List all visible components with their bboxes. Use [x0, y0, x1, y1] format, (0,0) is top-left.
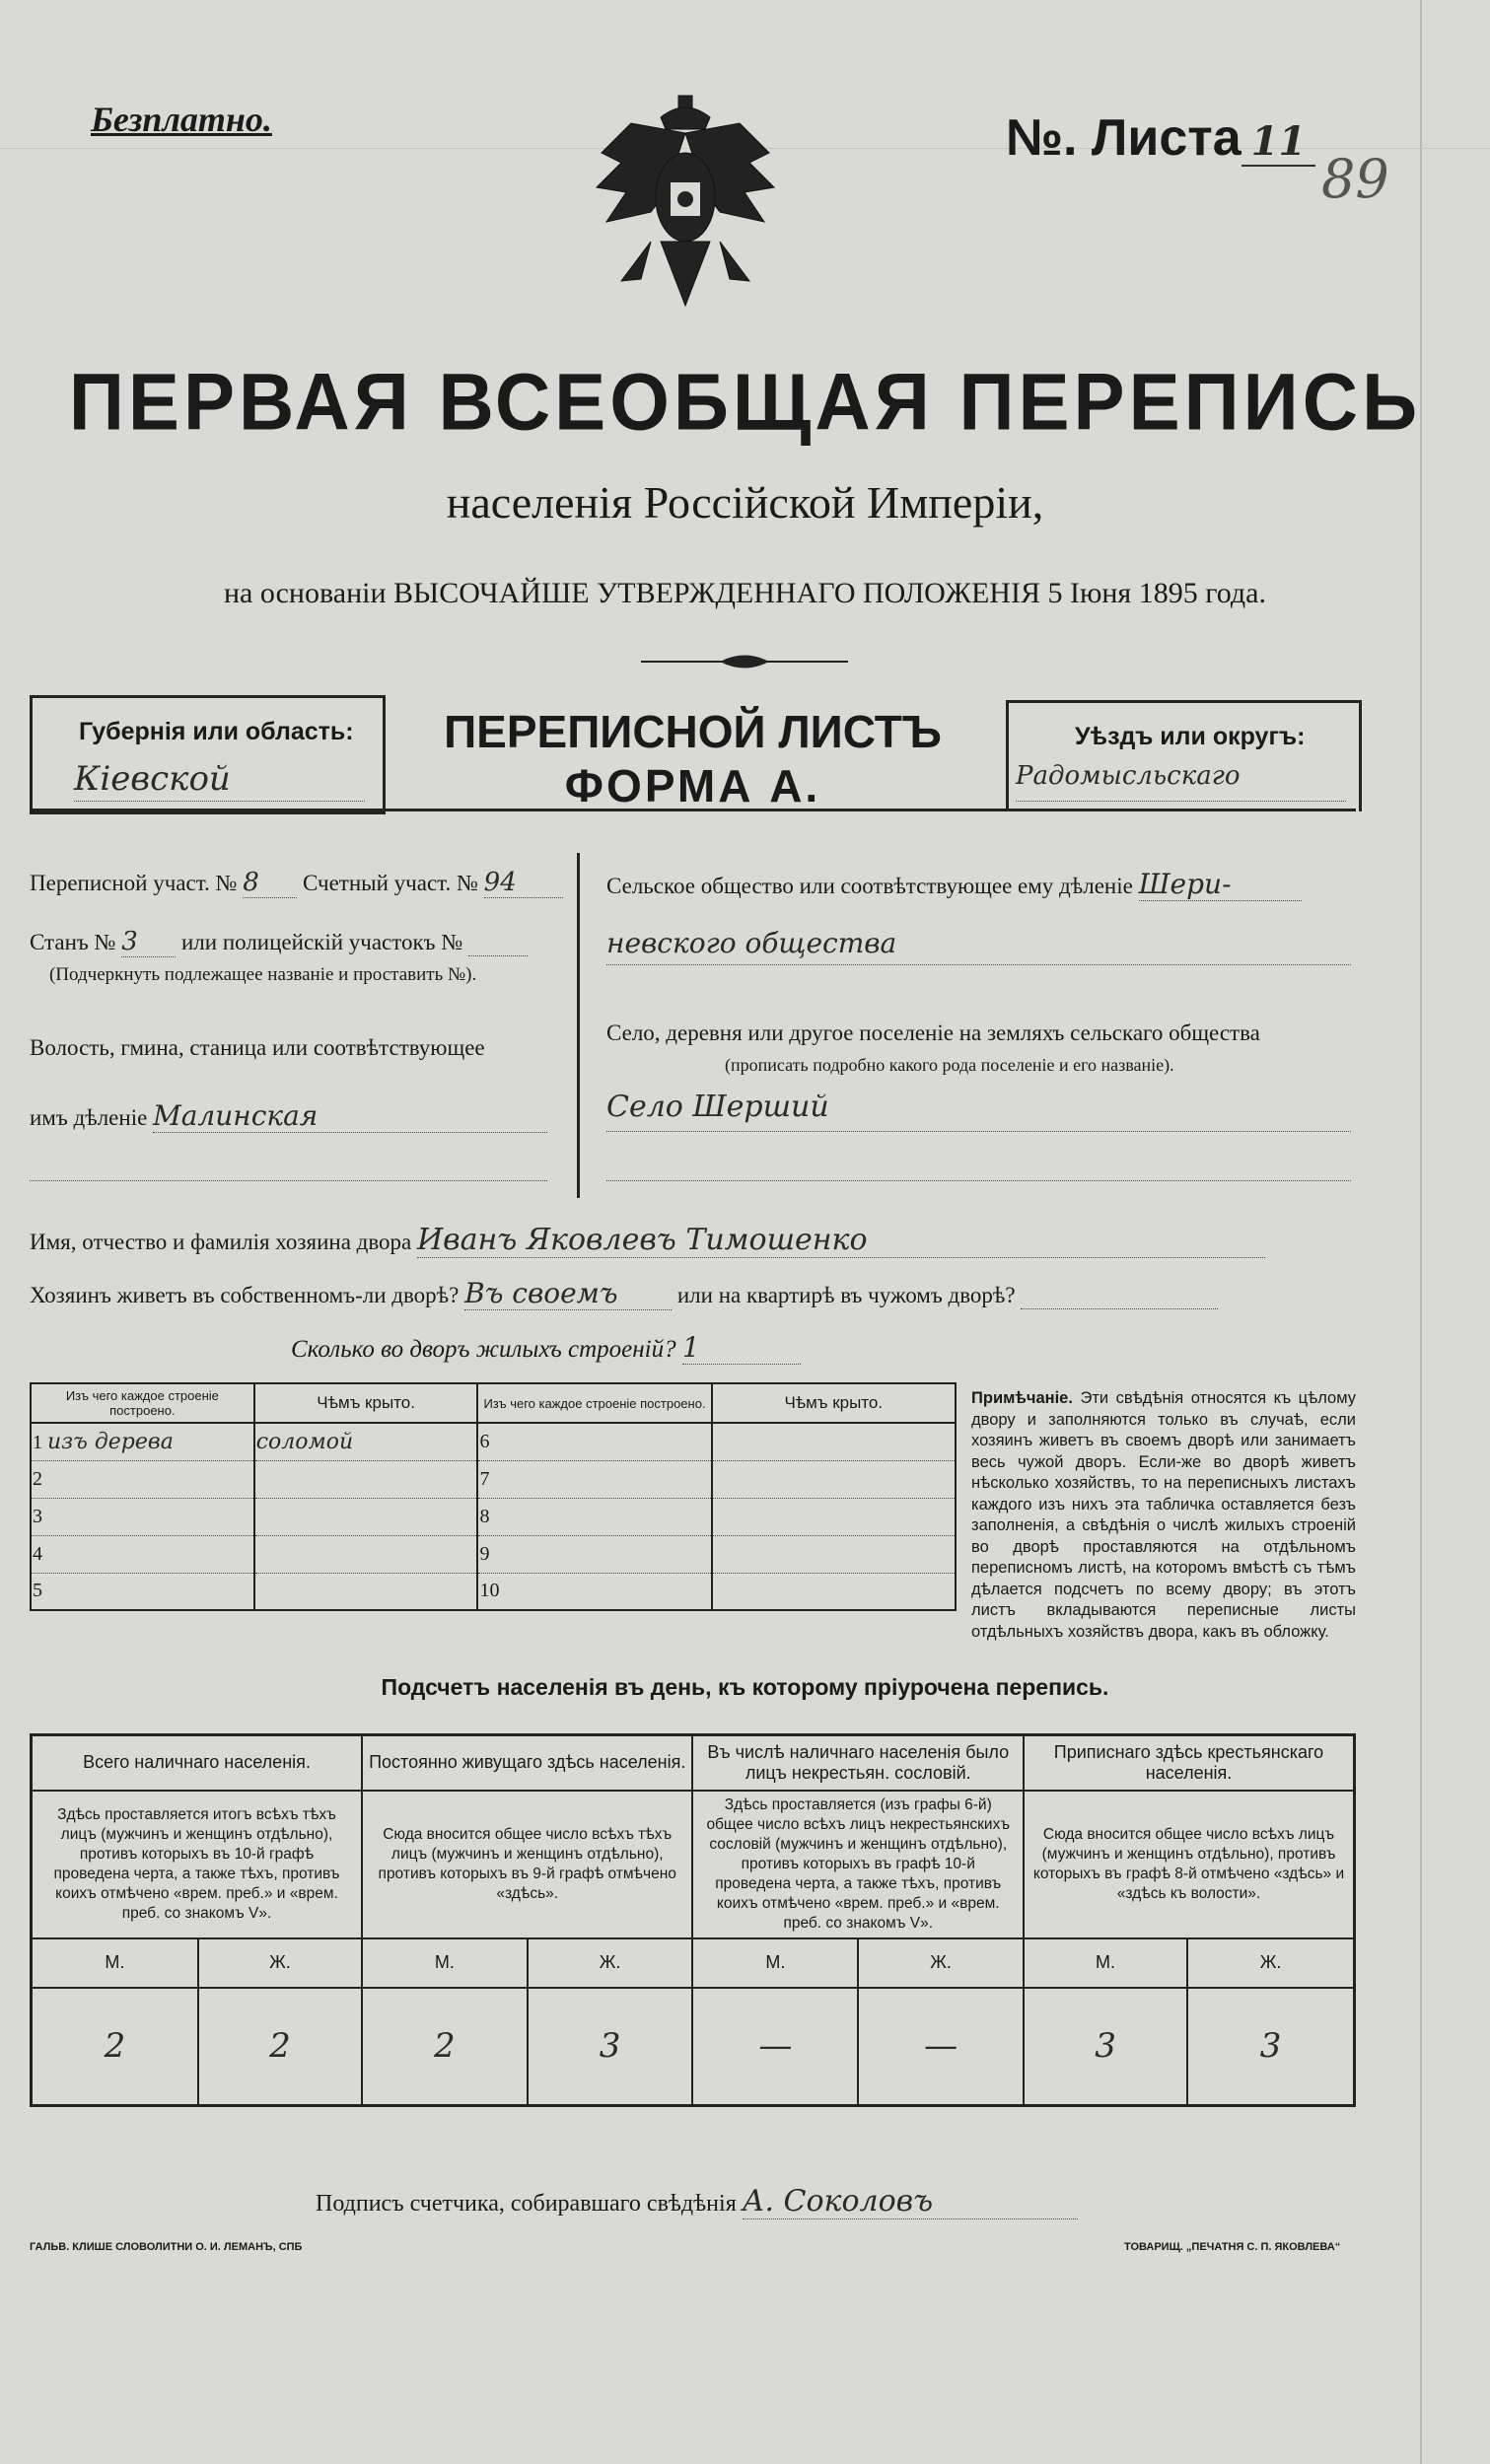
underline-note: (Подчеркнуть подлежащее названіе и проставить №).	[49, 964, 477, 985]
village-extra-line	[606, 1178, 1351, 1181]
volost-extra-line	[30, 1178, 547, 1181]
volost-label-cont: имъ дѣленіе	[30, 1105, 148, 1130]
nonpeasant-male-value: —	[692, 1988, 858, 2106]
document-title: ПЕРВАЯ ВСЕОБЩАЯ ПЕРЕПИСЬ	[68, 355, 1422, 448]
buildings-table	[30, 1382, 957, 1611]
buildings-row	[291, 1331, 801, 1365]
male-header: М.	[1024, 1938, 1187, 1988]
volost-value: Малинская	[153, 1099, 547, 1133]
footer-left: ГАЛЬВ. КЛИШЕ СЛОВОЛИТНИ О. И. ЛЕМАНЪ, СПБ	[30, 2241, 303, 2253]
population-values-row	[32, 1988, 1355, 2106]
table-row	[31, 1460, 956, 1498]
police-district-label: или полицейскій участокъ №	[180, 930, 463, 954]
residence-label: Хозяинъ живетъ въ собственномъ-ли дворѣ?	[30, 1283, 460, 1307]
total-female-value: 2	[198, 1988, 362, 2106]
signature-row	[316, 2184, 1078, 2219]
footer-right: ТОВАРИЩ. „ПЕЧАТНЯ С. П. ЯКОВЛЕВА“	[1124, 2241, 1341, 2253]
male-header: М.	[692, 1938, 858, 1988]
col-roof-header: Чѣмъ крыто.	[254, 1383, 478, 1423]
table-row	[31, 1535, 956, 1573]
owner-row	[30, 1223, 1265, 1258]
gubernia-value: Кіевской	[74, 759, 365, 802]
table-row	[31, 1573, 956, 1610]
registered-female-value: 3	[1187, 1988, 1354, 2106]
form-type: ФОРМА А.	[564, 760, 821, 811]
stan-value: 3	[121, 927, 176, 957]
census-district-label: Переписной участ. №	[30, 871, 238, 895]
signature-label: Подписъ счетчика, собиравшаго свѣдѣнія	[316, 2191, 737, 2217]
stan-row	[30, 927, 528, 957]
fields-divider	[577, 853, 580, 1198]
sheet-number-label	[1006, 108, 1315, 168]
village-note: (прописать подробно какого рода поселеніе и его названіе).	[725, 1055, 1174, 1075]
building-roof: соломой	[255, 1429, 354, 1454]
col-permanent-desc: Сюда вносится общее число всѣхъ тѣхъ лицъ (мужчинъ и женщинъ отдѣльно), противъ которыхъ въ 9-й графѣ отмѣчено «здѣсь».	[362, 1791, 693, 1938]
residence-value: Въ своемъ	[464, 1277, 672, 1310]
row-number: 8	[479, 1505, 490, 1527]
registered-male-value: 3	[1024, 1988, 1187, 2106]
row-number: 5	[33, 1580, 42, 1602]
imperial-eagle-emblem	[592, 94, 779, 316]
row-number: 3	[33, 1505, 42, 1527]
permanent-female-value: 3	[528, 1988, 693, 2106]
col-permanent-header: Постоянно живущаго здѣсь населенія.	[362, 1735, 693, 1791]
table-row	[31, 1423, 956, 1460]
permanent-male-value: 2	[362, 1988, 528, 2106]
village-value: Село Шерший	[606, 1090, 1351, 1132]
col-material-header: Изъ чего каждое строеніе построено.	[31, 1383, 254, 1423]
society-value-1: Шери-	[1139, 868, 1302, 901]
col-registered-desc: Сюда вносится общее число всѣхъ лицъ (мужчинъ и женщинъ отдѣльно), противъ которыхъ въ графѣ 8-й отмѣчено «здѣсь» и «здѣсь къ волости».	[1024, 1791, 1355, 1938]
row-number: 4	[33, 1542, 42, 1565]
nonpeasant-female-value: —	[858, 1988, 1024, 2106]
sheet-number-value: 11	[1242, 118, 1316, 167]
note-block	[971, 1388, 1356, 1643]
population-title: Подсчетъ населенія въ день, къ которому пріурочена перепись.	[381, 1674, 1109, 1700]
sheet-number-text: №. Листа	[1006, 109, 1242, 167]
legal-basis: на основаніи ВЫСОЧАЙШЕ УТВЕРЖДЕННАГО ПОЛОЖЕНІЯ 5 Іюня 1895 года.	[224, 577, 1266, 609]
society-label: Сельское общество или соотвѣтствующее ему дѣленіе	[606, 874, 1133, 898]
total-male-value: 2	[32, 1988, 198, 2106]
female-header: Ж.	[198, 1938, 362, 1988]
note-text: Эти свѣдѣнія относятся къ цѣлому двору и заполняются только въ случаѣ, если хозяинъ живетъ въ своемъ дворѣ или занимаетъ весь чужой дворъ. Если-же во дворѣ живетъ нѣсколько хозяйствъ, то на переписныхъ листахъ каждого изъ нихъ эта табличка оставляется безъ заполненія, а свѣдѣнія о числѣ жилыхъ строеній во дворѣ проставляются на отдѣльномъ переписномъ листѣ, на которомъ вмѣстѣ съ тѣмъ дѣлается подсчетъ по всему двору; въ этотъ листъ вкладываются переписные листы отдѣльныхъ хозяйствъ двора, какъ въ обложку.	[971, 1389, 1356, 1641]
uezd-label: Уѣздъ или округъ:	[1075, 723, 1306, 750]
col-total-desc: Здѣсь проставляется итогъ всѣхъ тѣхъ лицъ (мужчинъ и женщинъ отдѣльно), противъ которыхъ въ 10-й графѣ проведена черта, а также тѣхъ, противъ коихъ отмѣчено «врем. преб.» и «врем. преб. со знакомъ V».	[32, 1791, 362, 1938]
owner-name-value: Иванъ Яковлевъ Тимошенко	[417, 1223, 1265, 1258]
building-material: изъ дерева	[47, 1429, 174, 1454]
gubernia-label: Губернія или область:	[79, 718, 354, 745]
row-number: 10	[479, 1580, 500, 1602]
col-material-header-2: Изъ чего каждое строеніе построено.	[477, 1383, 711, 1423]
signature-value: А. Соколовъ	[743, 2184, 1078, 2219]
population-table	[30, 1733, 1356, 2107]
male-header: М.	[362, 1938, 528, 1988]
table-row	[31, 1498, 956, 1535]
village-label: Село, деревня или другое поселеніе на земляхъ сельскаго общества	[606, 1021, 1260, 1045]
society-value-2: невского общества	[606, 927, 1351, 965]
row-number: 1	[33, 1431, 42, 1453]
female-header: Ж.	[528, 1938, 693, 1988]
stan-label: Станъ №	[30, 930, 116, 954]
note-label: Примѣчаніе.	[971, 1389, 1073, 1407]
document-subtitle: населенія Россійской Имперіи,	[446, 477, 1044, 528]
col-nonpeasant-desc: Здѣсь проставляется (изъ графы 6-й) общее число всѣхъ лицъ некрестьянскихъ сословій (мужчинъ и женщинъ отдѣльно), противъ которыхъ въ графѣ 10-й проведена черта, а также тѣхъ, противъ коихъ отмѣчено «врем. преб.» и «врем. преб. со знакомъ V».	[692, 1791, 1024, 1938]
col-total-header: Всего наличнаго населенія.	[32, 1735, 362, 1791]
col-roof-header-2: Чѣмъ крыто.	[712, 1383, 956, 1423]
volost-label: Волость, гмина, станица или соотвѣтствующее	[30, 1035, 485, 1060]
volost-row	[30, 1099, 547, 1133]
ornament-divider	[641, 651, 848, 672]
residence-alt-label: или на квартирѣ въ чужомъ дворѣ?	[676, 1283, 1016, 1307]
society-row	[606, 868, 1302, 901]
buildings-label: Сколько во дворъ жилыхъ строеній?	[291, 1336, 676, 1363]
free-label: Безплатно.	[91, 100, 272, 139]
col-nonpeasant-header: Въ числѣ наличнаго населенія было лицъ некрестьян. сословій.	[692, 1735, 1024, 1791]
counting-district-label: Счетный участ. №	[302, 871, 478, 895]
row-number: 9	[479, 1542, 490, 1565]
counting-district-value: 94	[484, 868, 563, 898]
row-number: 6	[479, 1430, 490, 1452]
col-registered-header: Приписнаго здѣсь крестьянскаго населенія.	[1024, 1735, 1355, 1791]
female-header: Ж.	[1187, 1938, 1354, 1988]
form-title: ПЕРЕПИСНОЙ ЛИСТЪ	[444, 706, 942, 757]
male-header: М.	[32, 1938, 198, 1988]
row-number: 2	[33, 1467, 42, 1490]
row-number: 7	[479, 1467, 490, 1490]
census-district-value: 8	[243, 868, 297, 898]
page-number-handwritten: 89	[1321, 148, 1389, 210]
census-district-row	[30, 868, 563, 898]
female-header: Ж.	[858, 1938, 1024, 1988]
residence-row	[30, 1277, 1218, 1310]
buildings-value: 1	[682, 1331, 801, 1365]
uezd-value: Радомысльскаго	[1016, 761, 1346, 802]
owner-name-label: Имя, отчество и фамилія хозяина двора	[30, 1230, 412, 1254]
bleed-through-text	[947, 212, 1361, 236]
